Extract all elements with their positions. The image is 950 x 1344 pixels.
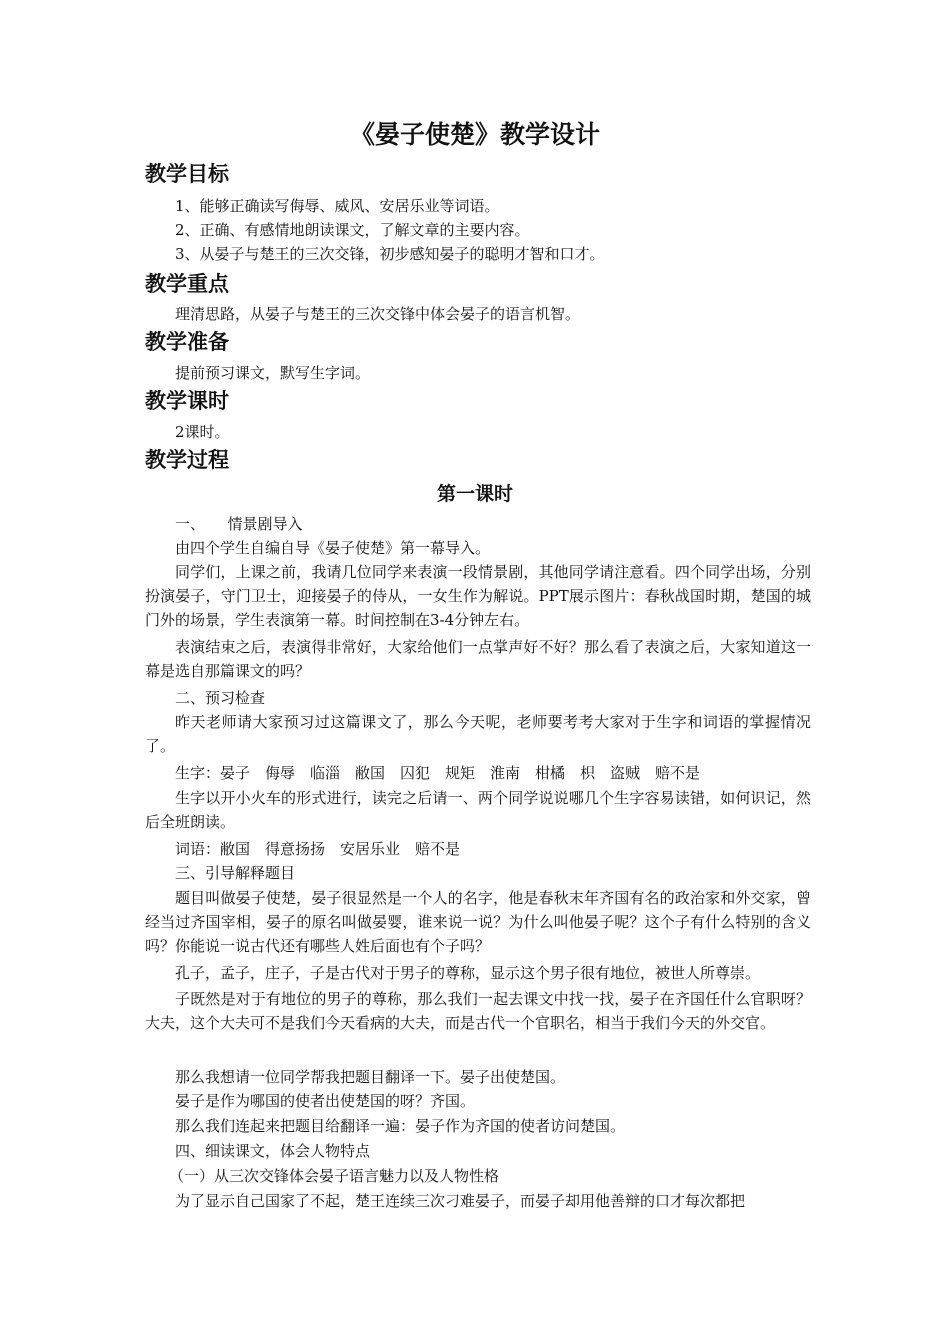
process-para-6: 昨天老师请大家预习过这篇课文了，那么今天呢，老师要考考大家对于生字和词语的掌握情况了。: [145, 713, 811, 755]
process-para-14: 那么我想请一位同学帮我把题目翻译一下。晏子出使楚国。: [175, 1068, 566, 1086]
hours-text: 2课时。: [175, 423, 230, 441]
heading-process: 教学过程: [145, 448, 229, 472]
process-para-15: 晏子是作为哪国的使者出使楚国的呀？齐国。: [175, 1092, 476, 1110]
heading-focus: 教学重点: [145, 272, 229, 296]
document-title: 《晏子使楚》教学设计: [349, 120, 600, 149]
process-para-2: 由四个学生自编自导《晏子使楚》第一幕导入。: [175, 539, 491, 557]
process-para-17: 四、细读课文，体会人物特点: [175, 1142, 371, 1160]
process-para-5: 二、预习检查: [175, 689, 266, 707]
process-para-11: 题目叫做晏子使楚，晏子很显然是一个人的名字，他是春秋末年齐国有名的政治家和外交家，曾经当过齐国宰相，晏子的原名叫做晏婴，谁来说一说？为什么叫他晏子呢？这个子有什么特别的含义吗？你能说一说古代还有哪些人姓后面也有个子吗？: [145, 889, 811, 955]
process-para-18: （一）从三次交锋体会晏子语言魅力以及人物性格: [169, 1167, 500, 1185]
heading-goals: 教学目标: [145, 162, 229, 186]
process-para-16: 那么我们连起来把题目给翻译一遍：晏子作为齐国的使者访问楚国。: [175, 1117, 626, 1135]
prep-text: 提前预习课文，默写生字词。: [175, 364, 371, 382]
process-para-4: 表演结束之后，表演得非常好，大家给他们一点掌声好不好？那么看了表演之后，大家知道这一幕是选自那篇课文的吗？: [145, 638, 811, 680]
lesson-title: 第一课时: [436, 483, 513, 505]
goal-item-2: 2、正确、有感情地朗读课文，了解文章的主要内容。: [175, 221, 530, 239]
process-para-8: 生字以开小火车的形式进行，读完之后请一、两个同学说说哪几个生字容易读错，如何识记，然后全班朗读。: [145, 789, 811, 831]
process-para-3: 同学们，上课之前，我请几位同学来表演一段情景剧，其他同学请注意看。四个同学出场，分别扮演晏子，守门卫士，迎接晏子的侍从，一女生作为解说。PPT展示图片：春秋战国时期，楚国的城门外的场景，学生表演第一幕。时间控制在3-4分钟左右。: [145, 563, 811, 629]
process-para-7: 生字：晏子 侮辱 临淄 敝国 囚犯 规矩 淮南 柑橘 枳 盗贼 赔不是: [175, 764, 701, 782]
process-para-1: 一、 情景剧导入: [175, 515, 303, 533]
heading-prep: 教学准备: [145, 330, 229, 354]
process-para-10: 三、引导解释题目: [175, 864, 296, 882]
focus-text: 理清思路，从晏子与楚王的三次交锋中体会晏子的语言机智。: [175, 305, 581, 323]
process-para-12: 孔子，孟子，庄子，子是古代对于男子的尊称，显示这个男子很有地位，被世人所尊崇。: [175, 964, 761, 982]
heading-hours: 教学课时: [145, 389, 229, 413]
goal-item-1: 1、能够正确读写侮辱、威风、安居乐业等词语。: [175, 197, 500, 215]
process-para-19: 为了显示自己国家了不起，楚王连续三次刁难晏子，而晏子却用他善辩的口才每次都把: [175, 1192, 746, 1210]
process-para-9: 词语：敝国 得意扬扬 安居乐业 赔不是: [175, 840, 461, 858]
process-para-13: 子既然是对于有地位的男子的尊称，那么我们一起去课文中找一找，晏子在齐国任什么官职呀？大夫，这个大夫可不是我们今天看病的大夫，而是古代一个官职名，相当于我们今天的外交官。: [145, 990, 811, 1032]
goal-item-3: 3、从晏子与楚王的三次交锋，初步感知晏子的聪明才智和口才。: [175, 245, 605, 263]
